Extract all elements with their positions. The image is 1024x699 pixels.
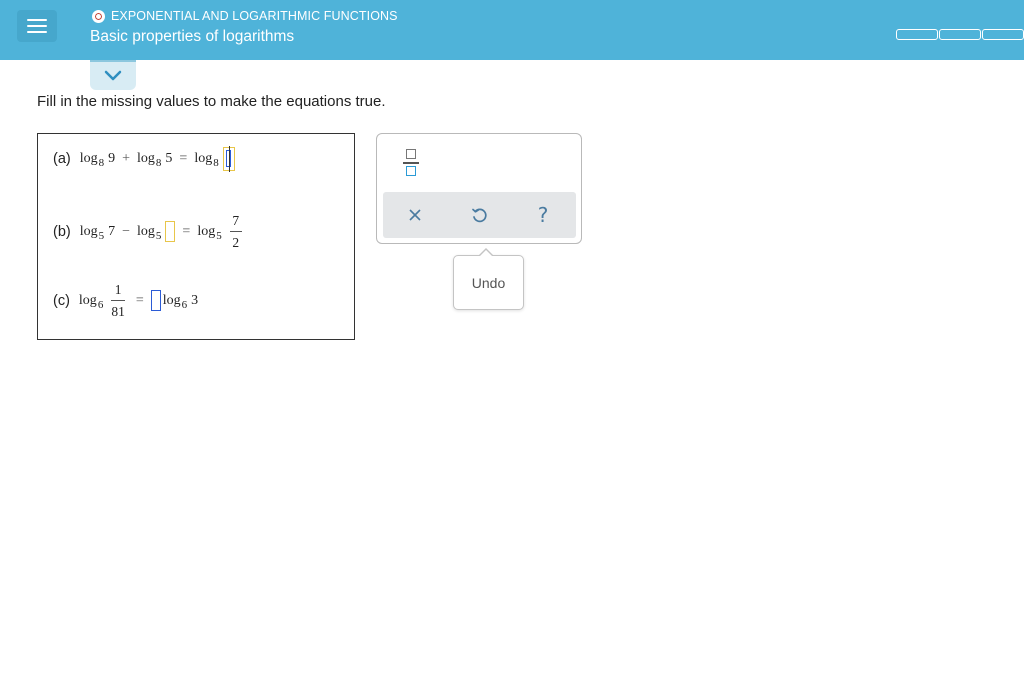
minus-operator: −: [122, 223, 131, 239]
topic-heading: [92, 9, 398, 23]
progress-bar: [896, 29, 1024, 40]
log-argument: 7: [108, 223, 116, 239]
answer-input-b[interactable]: [165, 221, 175, 242]
problem-a-label: (a): [53, 151, 71, 167]
progress-segment: [939, 29, 981, 40]
fraction-numerator: 1: [114, 282, 122, 297]
fraction-template-button[interactable]: [401, 148, 421, 178]
fraction-line-icon: [403, 162, 419, 164]
undo-tooltip: Undo: [453, 255, 524, 310]
fraction: [111, 282, 125, 319]
problem-a-expression: [80, 147, 235, 171]
equals-sign: =: [182, 223, 191, 239]
log-argument: 5: [165, 151, 173, 166]
log-base: 5: [155, 229, 162, 242]
action-bar: [383, 192, 576, 238]
fraction-denominator: 2: [232, 235, 240, 250]
log-text: log: [78, 292, 97, 308]
log-text: log: [79, 223, 98, 239]
log-base: 8: [98, 157, 105, 169]
instructions-text: Fill in the missing values to make the equations true.: [37, 93, 386, 110]
chevron-down-icon: [104, 70, 122, 82]
log-base: 6: [97, 298, 104, 311]
fraction-numerator: 7: [232, 213, 240, 228]
log-base: 5: [216, 229, 222, 242]
menu-line-icon: [27, 25, 47, 27]
log-text: log: [79, 151, 98, 166]
menu-line-icon: [27, 31, 47, 33]
problem-box: [37, 133, 355, 340]
log-base: 6: [181, 298, 188, 311]
fraction-bar: [230, 231, 242, 232]
log-text: log: [162, 292, 181, 308]
log-text: log: [137, 223, 155, 239]
answer-input-c[interactable]: [151, 290, 161, 311]
problem-c: [53, 282, 198, 319]
close-icon: [408, 208, 422, 222]
problem-a: [53, 147, 235, 171]
log-text: log: [197, 223, 216, 239]
topic-status-icon: [92, 10, 105, 23]
log-base: 8: [155, 157, 162, 169]
topic-title: EXPONENTIAL AND LOGARITHMIC FUNCTIONS: [111, 9, 398, 23]
fraction-bar: [111, 300, 125, 301]
progress-segment: [896, 29, 938, 40]
clear-button[interactable]: [402, 202, 428, 228]
text-caret: [229, 146, 230, 172]
fraction: [230, 213, 242, 250]
problem-c-label: (c): [53, 292, 70, 309]
expand-toggle-button[interactable]: [90, 60, 136, 90]
undo-icon: [470, 206, 488, 224]
equals-sign: =: [179, 151, 188, 166]
log-text: log: [194, 151, 213, 166]
log-text: log: [137, 151, 155, 166]
problem-b-label: (b): [53, 223, 71, 240]
menu-line-icon: [27, 19, 47, 21]
log-base: 5: [98, 229, 105, 242]
answer-input-a[interactable]: [223, 147, 235, 171]
menu-button[interactable]: [17, 10, 57, 42]
log-argument: 9: [108, 151, 116, 166]
equals-sign: =: [135, 292, 144, 308]
help-button[interactable]: [530, 202, 556, 228]
math-tool-panel: [376, 133, 582, 244]
undo-button[interactable]: [466, 202, 492, 228]
log-base: 8: [213, 157, 219, 169]
help-icon: ?: [537, 203, 549, 227]
numerator-box-icon: [406, 149, 416, 159]
log-argument: 3: [191, 292, 199, 308]
denominator-box-icon: [406, 166, 416, 176]
fraction-denominator: 81: [111, 304, 125, 319]
top-header: [0, 0, 1024, 60]
progress-segment: [982, 29, 1024, 40]
problem-b: [53, 213, 246, 250]
problem-b-expression: [80, 213, 246, 250]
lesson-title: Basic properties of logarithms: [90, 28, 295, 45]
problem-c-expression: [79, 282, 198, 319]
plus-operator: +: [122, 151, 131, 166]
